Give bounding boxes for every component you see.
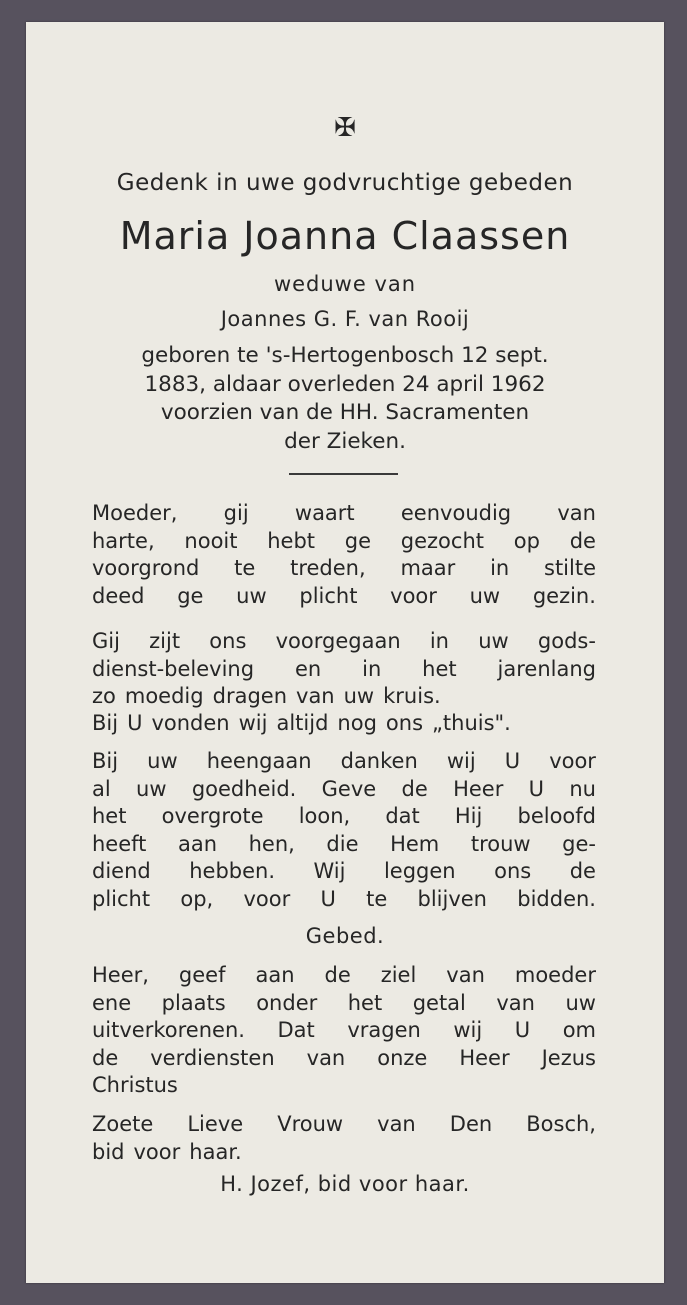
word: vragen [347, 1018, 421, 1042]
word: Gij [92, 629, 120, 653]
word: harte, [92, 528, 155, 553]
word: U [528, 776, 545, 801]
word: uw [236, 583, 267, 608]
born-line: der Zieken. [284, 428, 406, 454]
word: Christus [92, 1073, 178, 1097]
word: U [514, 1018, 531, 1042]
word: de [324, 963, 351, 987]
word: van [496, 990, 535, 1015]
text-line [92, 555, 596, 583]
word: danken [340, 749, 418, 773]
word: heeft [92, 831, 147, 856]
word: het [92, 804, 127, 828]
word: Bosch, [526, 1112, 596, 1136]
word: van [377, 1112, 416, 1136]
word: aan [255, 963, 295, 987]
paragraph [92, 748, 596, 913]
word: treden, [290, 556, 366, 580]
paragraph [92, 628, 596, 711]
word: maar [400, 556, 456, 580]
word: moedig [124, 684, 204, 708]
intro-line: Gedenk in uwe godvruchtige gebeden [116, 170, 574, 196]
word: uw [565, 990, 596, 1015]
word: Hem [390, 831, 440, 856]
word: ge [177, 583, 204, 608]
word: ons [385, 711, 424, 735]
word: plicht [92, 886, 151, 911]
prayer-paragraph [92, 962, 596, 1100]
word: deed [92, 583, 145, 608]
closing-line: H. Jozef, bid voor haar. [220, 1172, 470, 1196]
word: Heer, [92, 963, 149, 987]
word: hebt [267, 528, 316, 553]
word: op, [180, 886, 214, 911]
text-line [92, 1017, 596, 1045]
word: van [446, 963, 485, 987]
word: uw [478, 629, 509, 653]
born-line: geboren te 's-Hertogenbosch 12 sept. [141, 343, 549, 368]
word: voor [243, 886, 291, 911]
word: Moeder, [92, 501, 178, 525]
word: gezocht [400, 528, 484, 553]
word: ons [494, 859, 532, 883]
text-line [92, 886, 596, 914]
word: geef [178, 963, 226, 987]
word: zo [92, 684, 116, 708]
word: de [569, 859, 596, 883]
word: moeder [514, 963, 596, 987]
divider [289, 473, 398, 475]
word: verdiensten [150, 1045, 275, 1070]
word: Vrouw [277, 1112, 344, 1136]
word: voor [390, 583, 437, 608]
word: bidden. [517, 886, 596, 911]
word: nog [337, 711, 377, 735]
word: jarenlang [497, 656, 596, 681]
word: te [234, 556, 256, 580]
word: beloofd [517, 804, 596, 828]
word: overgrote [161, 804, 264, 828]
word: op [513, 528, 540, 553]
word: zijt [149, 629, 181, 653]
word: Jezus [541, 1045, 596, 1070]
word: vonden [151, 711, 230, 735]
word: gods- [537, 629, 596, 653]
word: uw [469, 583, 501, 608]
word: heengaan [206, 749, 312, 773]
word: kruis. [383, 684, 441, 708]
word: leggen [383, 859, 456, 883]
word: Dat [277, 1018, 315, 1042]
word: voorgegaan [275, 629, 401, 653]
text-line [92, 683, 596, 711]
word: aan [178, 831, 218, 856]
word: dienst-beleving [92, 656, 255, 681]
text-line [92, 1139, 596, 1167]
birth-death-block [26, 342, 664, 456]
word: voorgrond [92, 556, 200, 580]
text-line [92, 528, 596, 556]
paragraph [92, 710, 596, 738]
word: „thuis". [432, 711, 511, 735]
text-line [92, 500, 596, 528]
word: loon, [298, 804, 351, 828]
word: de [92, 1045, 119, 1070]
husband-name: Joannes G. F. van Rooij [220, 307, 470, 331]
word: de [569, 528, 596, 553]
word: ons [209, 629, 247, 653]
word: getal [412, 990, 466, 1015]
word: van [296, 684, 335, 708]
text-line [92, 1111, 596, 1139]
memorial-card [26, 22, 664, 1283]
word: Zoete [92, 1112, 154, 1136]
cross-icon: ✠ [334, 113, 356, 143]
word: om [562, 1018, 596, 1042]
word: gij [223, 501, 249, 525]
word: uw [147, 749, 178, 773]
word: onder [256, 990, 318, 1015]
word: U [127, 711, 143, 735]
word: Heer [459, 1045, 510, 1070]
word: het [347, 990, 383, 1015]
word: hen, [248, 831, 295, 856]
word: van [557, 501, 596, 525]
text-line [92, 628, 596, 656]
word: Den [449, 1112, 493, 1136]
word: goedheid. [191, 776, 297, 801]
word: uw [343, 684, 375, 708]
word: in [362, 656, 382, 681]
text-line [92, 831, 596, 859]
text-line [92, 583, 596, 611]
word: wij [446, 749, 476, 773]
word: plicht [299, 583, 358, 608]
paragraph [92, 500, 596, 610]
word: U [320, 886, 336, 911]
text-line [92, 1045, 596, 1073]
word: nooit [184, 528, 238, 553]
born-line: voorzien van de HH. Sacramenten [160, 400, 530, 425]
word: Wij [313, 859, 346, 883]
text-line [92, 803, 596, 831]
born-line: 1883, aldaar overleden 24 april 1962 [144, 371, 546, 397]
word: wij [453, 1018, 483, 1042]
word: uw [136, 776, 167, 801]
word: wij [238, 711, 268, 735]
word: voor [133, 1139, 181, 1164]
word: Lieve [187, 1112, 244, 1136]
text-line [92, 1072, 596, 1100]
word: blijven [417, 886, 487, 911]
word: bid [92, 1139, 125, 1164]
word: Heer [453, 776, 504, 801]
word: van [306, 1045, 346, 1070]
text-line [92, 776, 596, 804]
word: eenvoudig [400, 501, 512, 525]
word: altijd [276, 711, 329, 735]
deceased-name: Maria Joanna Claassen [119, 214, 571, 258]
text-line [92, 858, 596, 886]
word: te [366, 886, 388, 911]
word: in [429, 629, 449, 653]
word: stilte [544, 556, 596, 580]
word: en [294, 656, 322, 681]
text-line [92, 656, 596, 684]
text-line [92, 710, 596, 738]
word: Geve [321, 776, 377, 801]
word: diend [92, 859, 151, 883]
word: dragen [212, 684, 288, 708]
word: ene [92, 990, 132, 1015]
text-line [92, 962, 596, 990]
invocation-paragraph [92, 1111, 596, 1166]
word: ziel [380, 963, 417, 987]
word: al [92, 776, 111, 801]
word: nu [569, 776, 596, 801]
word: onze [377, 1045, 428, 1070]
word: waart [294, 501, 355, 525]
word: voor [549, 749, 596, 773]
widow-of-label: weduwe van [273, 272, 417, 296]
word: in [490, 556, 510, 580]
word: het [422, 656, 457, 681]
text-line [92, 990, 596, 1018]
word: haar. [189, 1139, 242, 1164]
word: Bij [92, 711, 119, 735]
word: hebben. [189, 859, 276, 883]
word: ge [344, 528, 372, 553]
word: die [326, 831, 359, 856]
word: trouw [470, 831, 531, 856]
word: uitverkorenen. [92, 1018, 245, 1042]
word: ge- [562, 831, 596, 856]
prayer-title: Gebed. [305, 924, 385, 948]
text-line [92, 748, 596, 776]
word: plaats [161, 990, 226, 1015]
word: Hij [454, 804, 483, 828]
word: gezin. [532, 583, 596, 608]
word: de [401, 776, 428, 801]
word: Bij [92, 749, 119, 773]
word: U [504, 749, 521, 773]
word: dat [385, 804, 420, 828]
